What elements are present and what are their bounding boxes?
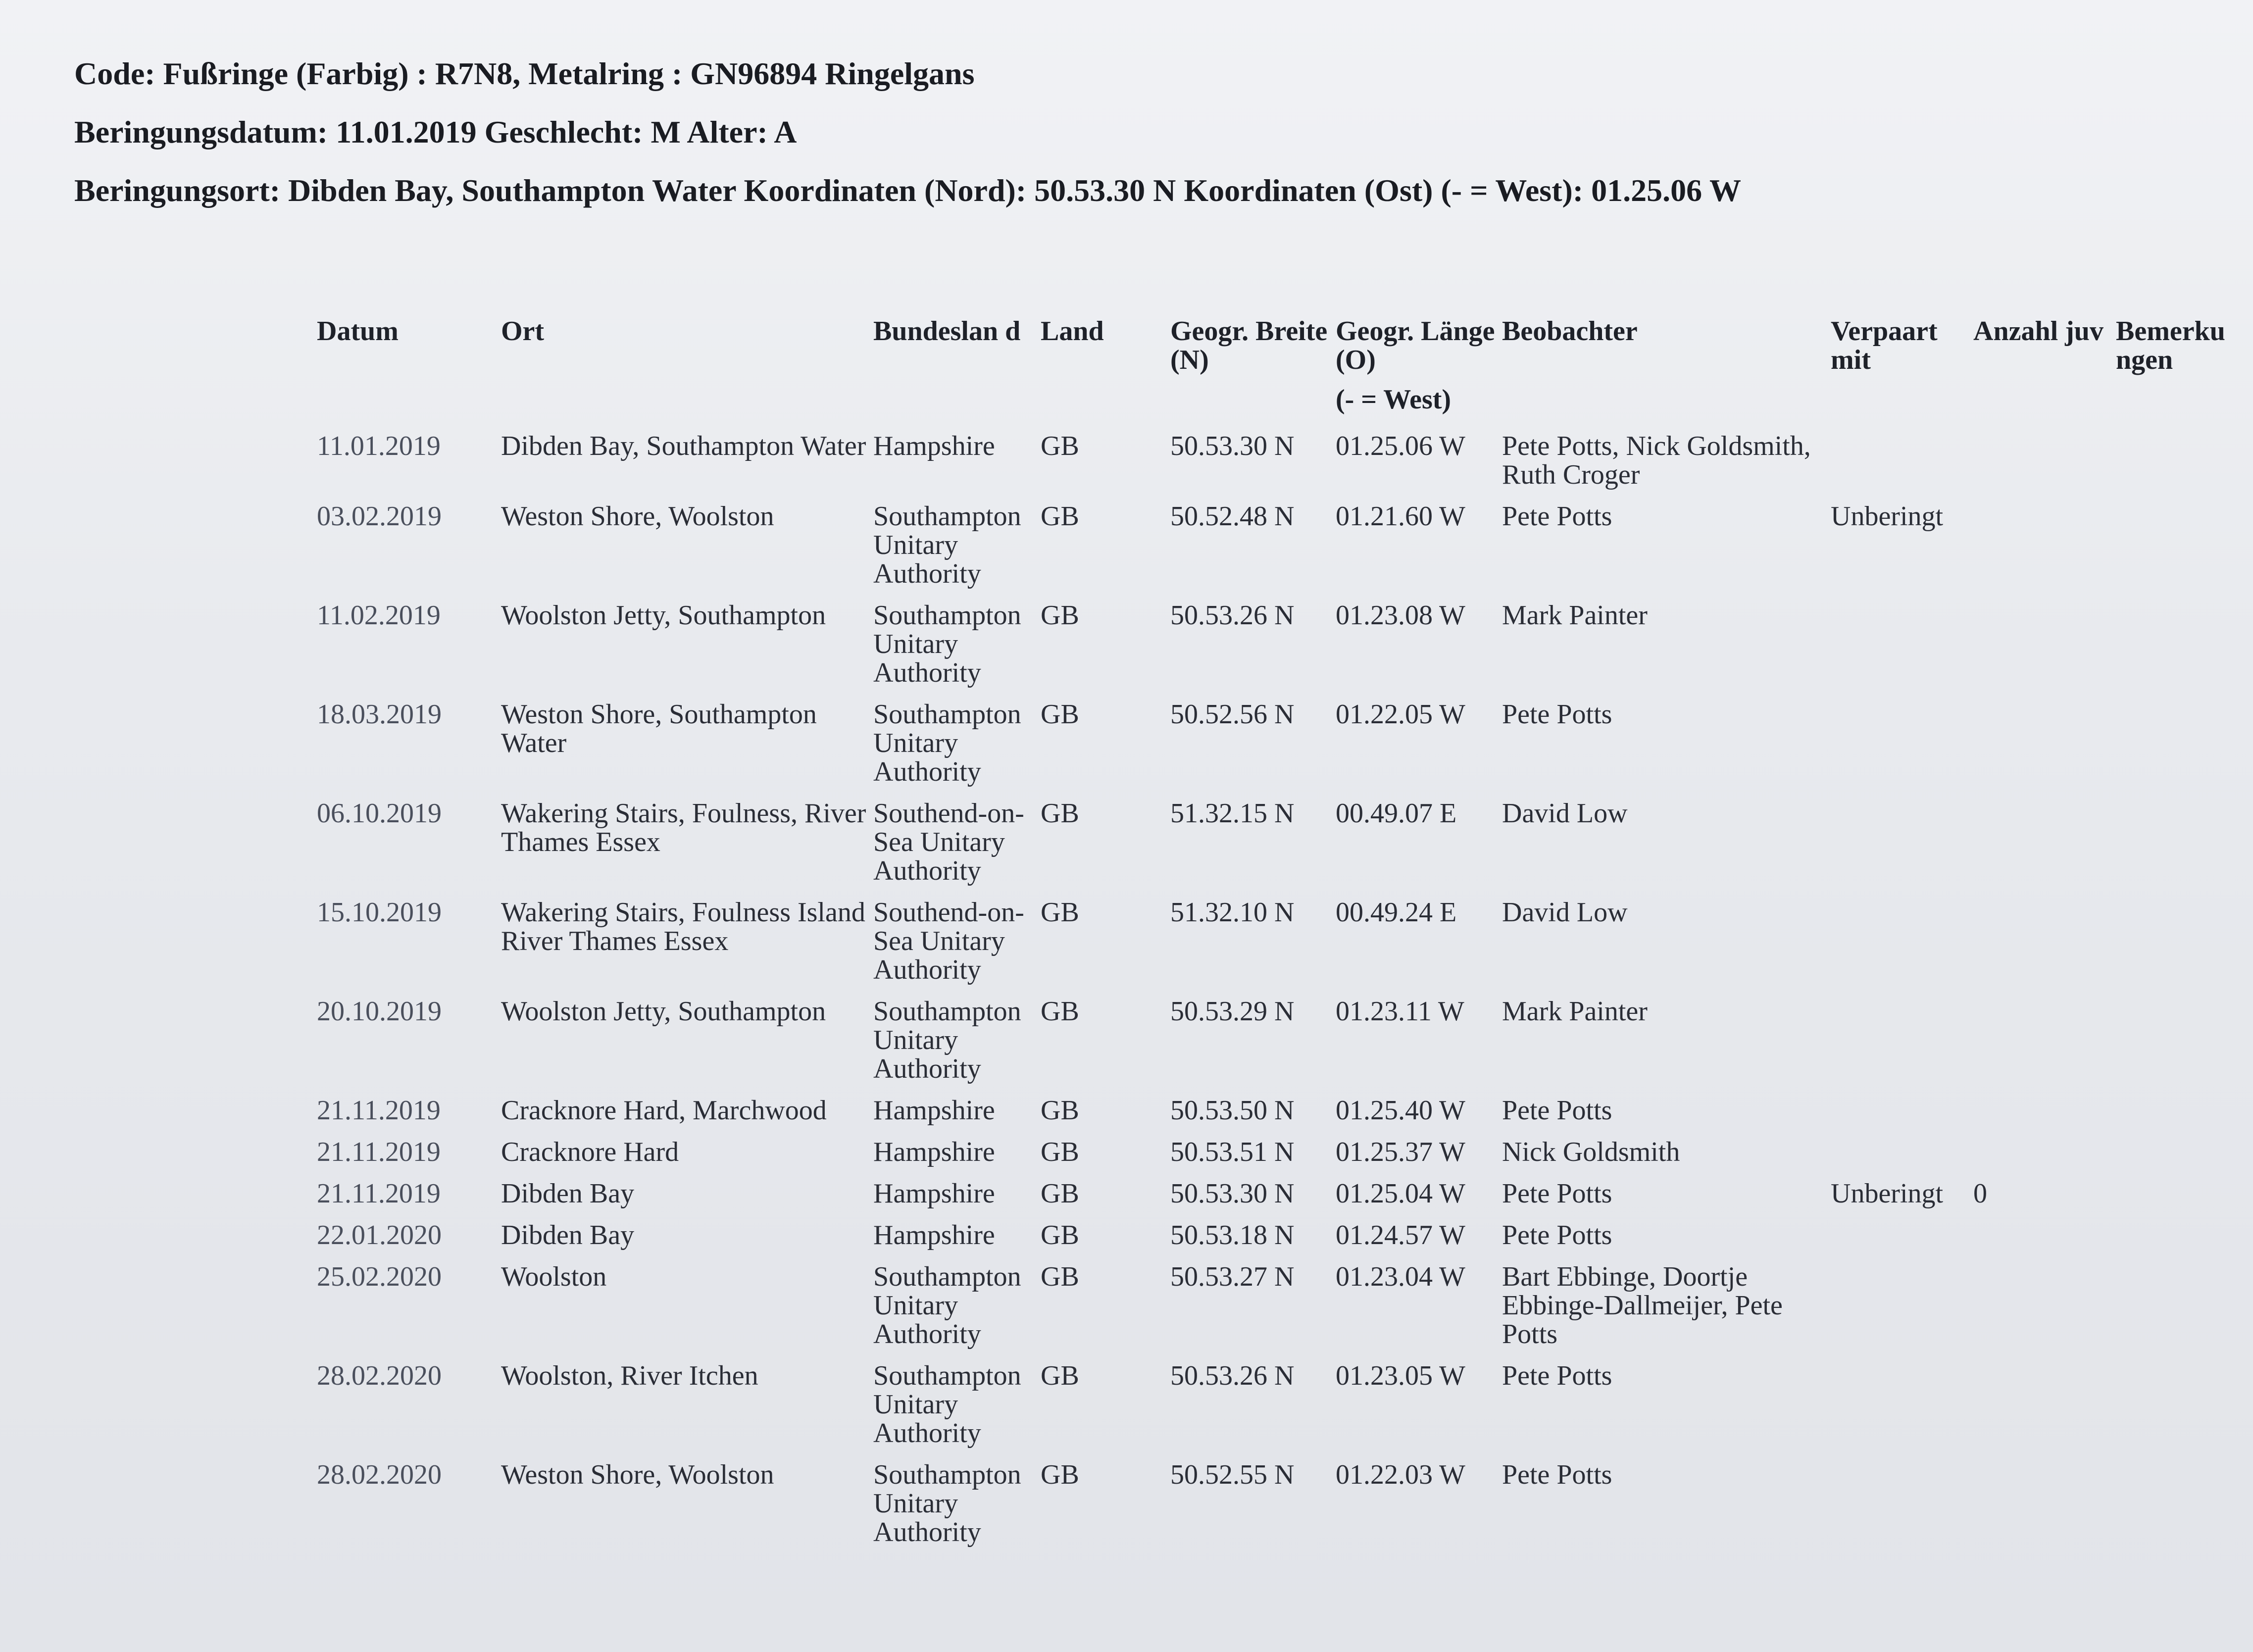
- cell-bundesland: Hampshire: [873, 1095, 995, 1126]
- col-header-land: Land: [1041, 316, 1104, 347]
- cell-verpaart: [1831, 1221, 1973, 1262]
- cell-beobachter: David Low: [1502, 798, 1628, 829]
- cell-land: GB: [1041, 1360, 1079, 1391]
- cell-laenge: 01.23.08 W: [1336, 600, 1465, 631]
- cell-verpaart: [1831, 700, 1973, 799]
- cell-land: GB: [1041, 699, 1079, 730]
- cell-beobachter: Pete Potts: [1502, 501, 1612, 532]
- cell-beobachter: Pete Potts, Nick Goldsmith, Ruth Croger: [1502, 431, 1811, 490]
- cell-verpaart: [1831, 799, 1973, 898]
- ringing-date-line: Beringungsdatum: 11.01.2019 Geschlecht: M Alter: A: [74, 114, 797, 150]
- cell-bemerkungen: [2116, 1138, 2245, 1179]
- cell-laenge: 01.25.04 W: [1336, 1178, 1465, 1209]
- cell-anzahl: [1973, 997, 2116, 1096]
- table-row: [317, 997, 2245, 1096]
- cell-bemerkungen: [2116, 700, 2245, 799]
- cell-datum: 18.03.2019: [317, 699, 442, 730]
- cell-breite: 50.52.48 N: [1170, 501, 1295, 532]
- cell-laenge: 01.23.11 W: [1336, 996, 1464, 1027]
- cell-bemerkungen: [2116, 1096, 2245, 1138]
- cell-bemerkungen: [2116, 502, 2245, 601]
- cell-ort: Dibden Bay: [501, 1220, 635, 1251]
- cell-ort: Woolston Jetty, Southampton: [501, 996, 826, 1027]
- cell-land: GB: [1041, 600, 1079, 631]
- cell-laenge: 00.49.07 E: [1336, 798, 1457, 829]
- cell-beobachter: Bart Ebbinge, Doortje Ebbinge-Dallmeijer, Pete Potts: [1502, 1261, 1783, 1350]
- cell-beobachter: Pete Potts: [1502, 1178, 1612, 1209]
- ringing-location-line: Beringungsort: Dibden Bay, Southampton Water Koordinaten (Nord): 50.53.30 N Koordinaten (Ost) (- = West): 01.25.06 W: [74, 173, 1741, 208]
- cell-verpaart: [1831, 1262, 1973, 1361]
- cell-land: GB: [1041, 1178, 1079, 1209]
- cell-laenge: 00.49.24 E: [1336, 897, 1457, 928]
- cell-anzahl: 0: [1973, 1178, 1987, 1209]
- cell-datum: 25.02.2020: [317, 1261, 442, 1292]
- cell-land: GB: [1041, 1137, 1079, 1167]
- cell-datum: 03.02.2019: [317, 501, 442, 532]
- cell-laenge: 01.23.05 W: [1336, 1360, 1465, 1391]
- cell-ort: Cracknore Hard: [501, 1137, 679, 1167]
- col-header-laenge-label: Geogr. Länge (O): [1336, 316, 1495, 375]
- cell-anzahl: [1973, 799, 2116, 898]
- cell-bemerkungen: [2116, 1221, 2245, 1262]
- cell-bemerkungen: [2116, 898, 2245, 997]
- cell-laenge: 01.24.57 W: [1336, 1220, 1465, 1251]
- cell-ort: Woolston: [501, 1261, 607, 1292]
- cell-breite: 50.52.56 N: [1170, 699, 1295, 730]
- cell-datum: 28.02.2020: [317, 1360, 442, 1391]
- cell-verpaart: [1831, 1096, 1973, 1138]
- cell-bundesland: Southampton Unitary Authority: [873, 1360, 1021, 1449]
- cell-breite: 50.53.30 N: [1170, 431, 1295, 461]
- col-header-anzahl: Anzahl juv: [1973, 316, 2103, 347]
- cell-verpaart: [1831, 1361, 1973, 1460]
- table-row: [317, 1138, 2245, 1179]
- cell-beobachter: Mark Painter: [1502, 996, 1648, 1027]
- cell-beobachter: Pete Potts: [1502, 699, 1612, 730]
- cell-breite: 50.53.50 N: [1170, 1095, 1295, 1126]
- cell-verpaart: [1831, 997, 1973, 1096]
- cell-bemerkungen: [2116, 1361, 2245, 1460]
- cell-bundesland: Southampton Unitary Authority: [873, 1261, 1021, 1350]
- cell-datum: 11.01.2019: [317, 431, 441, 461]
- table-row: [317, 1262, 2245, 1361]
- col-header-breite: Geogr. Breite (N): [1170, 316, 1328, 375]
- cell-breite: 50.52.55 N: [1170, 1459, 1295, 1490]
- cell-anzahl: [1973, 1221, 2116, 1262]
- cell-ort: Woolston, River Itchen: [501, 1360, 758, 1391]
- cell-beobachter: Mark Painter: [1502, 600, 1648, 631]
- table-row: [317, 432, 2245, 502]
- cell-bundesland: Southampton Unitary Authority: [873, 1459, 1021, 1548]
- ring-info-header: [74, 45, 1741, 220]
- cell-verpaart: [1831, 1138, 1973, 1179]
- col-header-verpaart: Verpaart mit: [1831, 316, 1938, 375]
- cell-breite: 50.53.51 N: [1170, 1137, 1295, 1167]
- col-header-laenge: [1336, 317, 1502, 432]
- cell-laenge: 01.25.06 W: [1336, 431, 1465, 461]
- col-header-bemerkungen: Bemerku ngen: [2116, 316, 2225, 375]
- table-row: [317, 898, 2245, 997]
- cell-bemerkungen: [2116, 601, 2245, 700]
- cell-beobachter: Pete Potts: [1502, 1220, 1612, 1251]
- cell-land: GB: [1041, 996, 1079, 1027]
- cell-laenge: 01.25.40 W: [1336, 1095, 1465, 1126]
- cell-ort: Wakering Stairs, Foulness, River Thames Essex: [501, 798, 866, 857]
- ring-code-line: Code: Fußringe (Farbig) : R7N8, Metalring : GN96894 Ringelgans: [74, 56, 975, 91]
- cell-anzahl: [1973, 1262, 2116, 1361]
- cell-datum: 06.10.2019: [317, 798, 442, 829]
- cell-land: GB: [1041, 1459, 1079, 1490]
- cell-ort: Dibden Bay: [501, 1178, 635, 1209]
- cell-bundesland: Hampshire: [873, 1137, 995, 1167]
- col-header-datum: Datum: [317, 316, 399, 347]
- cell-ort: Wakering Stairs, Foulness Island River Thames Essex: [501, 897, 865, 956]
- cell-land: GB: [1041, 501, 1079, 532]
- cell-datum: 11.02.2019: [317, 600, 441, 631]
- table-body: [317, 432, 2245, 1559]
- cell-bundesland: Hampshire: [873, 1178, 995, 1209]
- table-row: [317, 601, 2245, 700]
- observations-table: [317, 317, 2245, 1559]
- cell-land: GB: [1041, 798, 1079, 829]
- cell-verpaart: [1831, 432, 1973, 502]
- cell-datum: 15.10.2019: [317, 897, 442, 928]
- cell-datum: 21.11.2019: [317, 1095, 441, 1126]
- cell-anzahl: [1973, 502, 2116, 601]
- table-row: [317, 799, 2245, 898]
- table-row: [317, 1361, 2245, 1460]
- table-row: [317, 1179, 2245, 1221]
- cell-anzahl: [1973, 1096, 2116, 1138]
- cell-bemerkungen: [2116, 1460, 2245, 1559]
- cell-breite: 50.53.26 N: [1170, 1360, 1295, 1391]
- cell-datum: 20.10.2019: [317, 996, 442, 1027]
- cell-ort: Cracknore Hard, Marchwood: [501, 1095, 827, 1126]
- cell-anzahl: [1973, 1361, 2116, 1460]
- cell-land: GB: [1041, 897, 1079, 928]
- cell-bundesland: Southampton Unitary Authority: [873, 699, 1021, 787]
- cell-bundesland: Southend-on-Sea Unitary Authority: [873, 897, 1024, 985]
- cell-datum: 28.02.2020: [317, 1459, 442, 1490]
- cell-bundesland: Southampton Unitary Authority: [873, 996, 1021, 1084]
- cell-land: GB: [1041, 1261, 1079, 1292]
- cell-breite: 50.53.30 N: [1170, 1178, 1295, 1209]
- cell-bemerkungen: [2116, 799, 2245, 898]
- table-header-row: [317, 317, 2245, 432]
- cell-anzahl: [1973, 898, 2116, 997]
- cell-ort: Weston Shore, Woolston: [501, 501, 774, 532]
- cell-breite: 50.53.26 N: [1170, 600, 1295, 631]
- cell-land: GB: [1041, 1095, 1079, 1126]
- cell-beobachter: Nick Goldsmith: [1502, 1137, 1680, 1167]
- cell-bundesland: Southampton Unitary Authority: [873, 600, 1021, 688]
- cell-laenge: 01.22.05 W: [1336, 699, 1465, 730]
- cell-anzahl: [1973, 1460, 2116, 1559]
- cell-verpaart: [1831, 898, 1973, 997]
- cell-breite: 50.53.29 N: [1170, 996, 1295, 1027]
- cell-verpaart: [1831, 1460, 1973, 1559]
- cell-anzahl: [1973, 1138, 2116, 1179]
- table-row: [317, 700, 2245, 799]
- col-header-laenge-sub: (- = West): [1336, 384, 1452, 415]
- cell-laenge: 01.25.37 W: [1336, 1137, 1465, 1167]
- col-header-beobachter: Beobachter: [1502, 316, 1638, 347]
- cell-verpaart: [1831, 601, 1973, 700]
- cell-beobachter: David Low: [1502, 897, 1628, 928]
- cell-land: GB: [1041, 1220, 1079, 1251]
- cell-bundesland: Hampshire: [873, 1220, 995, 1251]
- cell-breite: 51.32.10 N: [1170, 897, 1295, 928]
- cell-verpaart: Unberingt: [1831, 501, 1944, 532]
- table-row: [317, 1096, 2245, 1138]
- cell-anzahl: [1973, 432, 2116, 502]
- table-row: [317, 1221, 2245, 1262]
- cell-verpaart: Unberingt: [1831, 1178, 1944, 1209]
- cell-datum: 21.11.2019: [317, 1137, 441, 1167]
- cell-ort: Weston Shore, Woolston: [501, 1459, 774, 1490]
- cell-beobachter: Pete Potts: [1502, 1095, 1612, 1126]
- cell-breite: 50.53.27 N: [1170, 1261, 1295, 1292]
- cell-datum: 21.11.2019: [317, 1178, 441, 1209]
- cell-beobachter: Pete Potts: [1502, 1360, 1612, 1391]
- cell-breite: 50.53.18 N: [1170, 1220, 1295, 1251]
- cell-bemerkungen: [2116, 997, 2245, 1096]
- cell-anzahl: [1973, 601, 2116, 700]
- cell-bemerkungen: [2116, 1179, 2245, 1221]
- cell-bemerkungen: [2116, 1262, 2245, 1361]
- cell-datum: 22.01.2020: [317, 1220, 442, 1251]
- col-header-ort: Ort: [501, 316, 545, 347]
- cell-beobachter: Pete Potts: [1502, 1459, 1612, 1490]
- cell-anzahl: [1973, 700, 2116, 799]
- cell-bundesland: Southampton Unitary Authority: [873, 501, 1021, 589]
- cell-ort: Weston Shore, Southampton Water: [501, 699, 817, 758]
- cell-ort: Dibden Bay, Southampton Water: [501, 431, 866, 461]
- cell-bundesland: Hampshire: [873, 431, 995, 461]
- cell-bemerkungen: [2116, 432, 2245, 502]
- table-row: [317, 502, 2245, 601]
- cell-bundesland: Southend-on-Sea Unitary Authority: [873, 798, 1024, 886]
- cell-breite: 51.32.15 N: [1170, 798, 1295, 829]
- cell-ort: Woolston Jetty, Southampton: [501, 600, 826, 631]
- cell-laenge: 01.21.60 W: [1336, 501, 1465, 532]
- col-header-bundesland: Bundeslan d: [873, 316, 1021, 347]
- cell-laenge: 01.22.03 W: [1336, 1459, 1465, 1490]
- cell-laenge: 01.23.04 W: [1336, 1261, 1465, 1292]
- table-row: [317, 1460, 2245, 1559]
- cell-land: GB: [1041, 431, 1079, 461]
